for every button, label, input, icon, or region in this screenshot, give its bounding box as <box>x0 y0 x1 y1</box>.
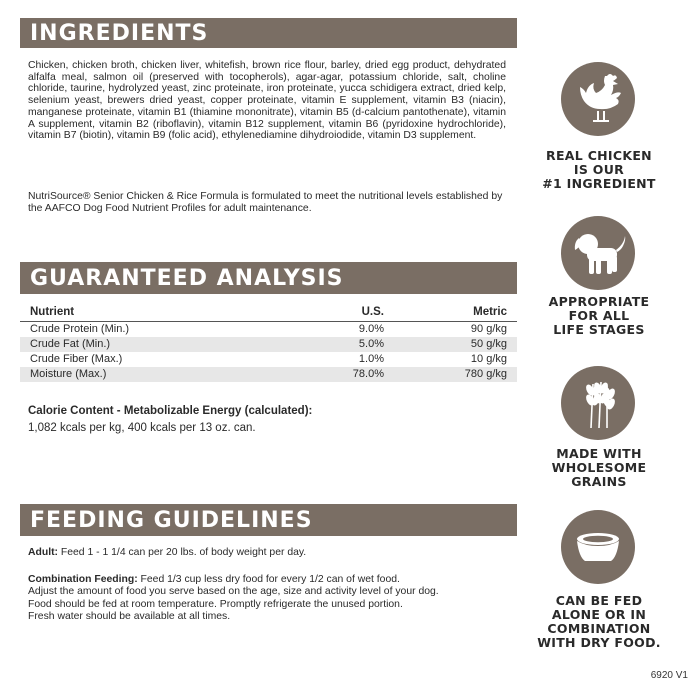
column-header-metric: Metric <box>394 304 517 322</box>
nutrient-us-value: 9.0% <box>358 323 384 335</box>
table-row <box>20 352 517 367</box>
room-temperature-line: Food should be fed at room temperature. Promptly refrigerate the unused portion. <box>28 598 403 610</box>
column-header-us: U.S. <box>290 304 394 322</box>
nutrient-name: Moisture (Max.) <box>20 367 290 382</box>
wholesome-grains-claim <box>524 447 674 489</box>
nutrient-metric-value: 50 g/kg <box>394 337 517 352</box>
table-row <box>20 322 517 338</box>
claim-line: WITH DRY FOOD. <box>537 635 661 650</box>
combination-label: Combination Feeding: <box>28 573 138 585</box>
calorie-content-title: Calorie Content - Metabolizable Energy (calculated): <box>28 405 313 417</box>
fed-alone-claim <box>524 594 674 650</box>
claim-line: LIFE STAGES <box>553 322 645 337</box>
calorie-content-value: 1,082 kcals per kg, 400 kcals per 13 oz. can. <box>28 422 256 434</box>
nutrient-name: Crude Protein (Min.) <box>30 323 130 335</box>
product-code: 6920 V1 <box>650 670 688 681</box>
nutrient-metric-value: 90 g/kg <box>470 323 507 335</box>
guaranteed-analysis-table <box>20 304 517 382</box>
nutrient-name: Crude Fiber (Max.) <box>30 353 123 365</box>
real-chicken-claim <box>524 149 674 191</box>
life-stages-claim <box>524 295 674 337</box>
adult-label: Adult: <box>28 547 59 558</box>
puppy-icon <box>561 216 635 290</box>
claim-line: MADE WITH <box>556 446 642 461</box>
adult-text: Feed 1 - 1 1/4 can per 20 lbs. of body weight per day. <box>58 547 307 558</box>
adjust-amount-line: Adjust the amount of food you serve based on the age, size and activity level of your dog. <box>28 586 439 597</box>
guaranteed-analysis-heading: GUARANTEED ANALYSIS <box>20 262 517 294</box>
claim-line: FOR ALL <box>568 308 630 323</box>
claim-line: COMBINATION <box>547 621 651 636</box>
claim-line: ALONE OR IN <box>551 607 647 622</box>
claim-line: GRAINS <box>571 474 627 489</box>
table-header-row <box>20 304 517 322</box>
feeding-guidelines-heading: FEEDING GUIDELINES <box>20 504 517 536</box>
nutrient-name: Crude Fat (Min.) <box>20 337 290 352</box>
adult-feeding-line <box>28 547 508 560</box>
combination-feeding-line <box>28 574 508 587</box>
nutrient-metric-value: 10 g/kg <box>470 353 507 365</box>
chicken-icon <box>561 62 635 136</box>
nutrient-us-value: 5.0% <box>290 337 394 352</box>
claim-line: REAL CHICKEN <box>546 148 652 163</box>
nutrient-us-value: 78.0% <box>290 367 394 382</box>
column-header-nutrient: Nutrient <box>20 304 290 322</box>
claim-line: WHOLESOME <box>551 460 647 475</box>
feeding-guidelines-text <box>28 547 508 624</box>
claim-line: IS OUR <box>573 162 625 177</box>
fresh-water-line: Fresh water should be available at all times. <box>28 611 231 622</box>
claim-line: CAN BE FED <box>555 593 643 608</box>
wheat-icon <box>561 366 635 440</box>
nutrient-metric-value: 780 g/kg <box>394 367 517 382</box>
claim-line: APPROPRIATE <box>548 294 650 309</box>
ingredients-heading: INGREDIENTS <box>20 18 517 48</box>
ingredients-list: Chicken, chicken broth, chicken liver, whitefish, brown rice flour, barley, dried egg product, dehydrated alfalfa meal, salmon oil (preserved with tocopherols), agar-agar, potassium chloride, salt, choline chloride, taurine, hydrolyzed yeast, zinc proteinate, iron proteinate, yucca schidigera extract, dried kelp, selenium yeast, brewers dried yeast, copper proteinate, vitamin E supplement, vitamin B3 (niacin), manganese proteinate, vitamin B1 (thiamine mononitrate), vitamin B5 (d-calcium pantothenate), vitamin A supplement, vitamin B2 (riboflavin), vitamin B12 supplement, vitamin B6 (pyridoxine hydrochloride), vitamin B7 (biotin), vitamin B9 (folic acid), ethylenediamine dihydroiodide, vitamin D3 supplement. <box>28 60 506 142</box>
claim-line: #1 INGREDIENT <box>542 176 656 191</box>
nutrient-us-value: 1.0% <box>358 353 384 365</box>
table-row <box>20 367 517 382</box>
table-row <box>20 337 517 352</box>
combination-text: Feed 1/3 cup less dry food for every 1/2 can of wet food. <box>137 573 400 585</box>
aafco-statement: NutriSource® Senior Chicken & Rice Formula is formulated to meet the nutritional levels established by the AAFCO Dog Food Nutrient Profiles for adult maintenance. <box>28 191 503 214</box>
bowl-icon <box>561 510 635 584</box>
